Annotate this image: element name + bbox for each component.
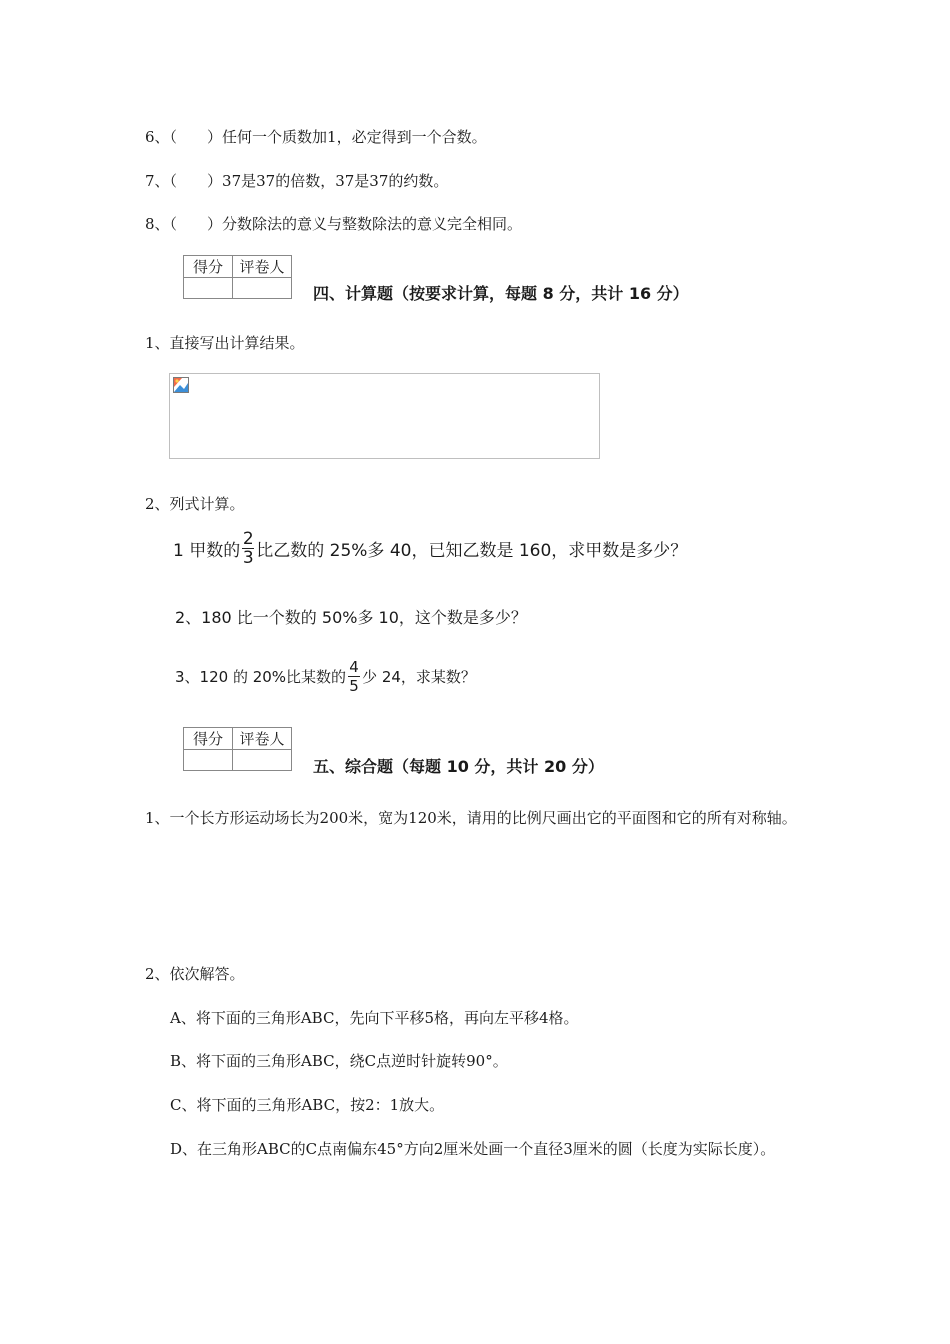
fraction-numerator: 2 — [242, 529, 254, 549]
grader-header: 评卷人 — [233, 256, 292, 278]
section-title: 五、综合题（每题 10 分，共计 20 分） — [313, 757, 604, 776]
fraction — [348, 658, 360, 695]
question-7: 7、（ ）37是37的倍数，37是37的约数。 — [145, 172, 449, 190]
fraction-denominator: 3 — [242, 548, 254, 568]
question-2: 2、列式计算。 — [145, 495, 245, 513]
grader-header: 评卷人 — [233, 728, 292, 750]
sub1-suffix: 比乙数的 25%多 40，已知乙数是 160，求甲数是多少？ — [256, 541, 688, 561]
fraction — [242, 530, 254, 567]
broken-image-icon — [173, 377, 189, 393]
grader-cell — [233, 750, 292, 771]
score-box — [183, 727, 292, 771]
question-2: 2、依次解答。 — [145, 965, 245, 983]
sub3-suffix: 少 24，求某数？ — [362, 668, 476, 686]
task-c: C、将下面的三角形ABC，按2：1放大。 — [170, 1096, 445, 1114]
sub-question-3 — [175, 658, 476, 695]
score-cell — [184, 278, 233, 299]
fraction-numerator: 4 — [349, 658, 359, 676]
question-6: 6、（ ）任何一个质数加1，必定得到一个合数。 — [145, 128, 487, 146]
score-header: 得分 — [184, 728, 233, 750]
sub-question-2: 2、180 比一个数的 50%多 10，这个数是多少？ — [175, 608, 527, 627]
task-d: D、在三角形ABC的C点南偏东45°方向2厘米处画一个直径3厘米的圆（长度为实际长度）。 — [170, 1140, 776, 1158]
task-b: B、将下面的三角形ABC，绕C点逆时针旋转90°。 — [170, 1052, 508, 1070]
section-title: 四、计算题（按要求计算，每题 8 分，共计 16 分） — [313, 284, 689, 303]
fraction-denominator: 5 — [349, 677, 359, 695]
question-1: 1、一个长方形运动场长为200米，宽为120米，请用的比例尺画出它的平面图和它的所有对称轴。 — [145, 809, 797, 827]
sub3-prefix: 3、120 的 20%比某数的 — [175, 668, 347, 686]
score-header: 得分 — [184, 256, 233, 278]
score-cell — [184, 750, 233, 771]
question-8: 8、（ ）分数除法的意义与整数除法的意义完全相同。 — [145, 215, 523, 233]
sub-question-1 — [173, 530, 687, 567]
sub1-prefix: 1 甲数的 — [173, 541, 241, 561]
task-a: A、将下面的三角形ABC，先向下平移5格，再向左平移4格。 — [170, 1009, 579, 1027]
score-box — [183, 255, 292, 299]
grader-cell — [233, 278, 292, 299]
question-1: 1、直接写出计算结果。 — [145, 334, 305, 352]
image-placeholder — [169, 373, 600, 459]
